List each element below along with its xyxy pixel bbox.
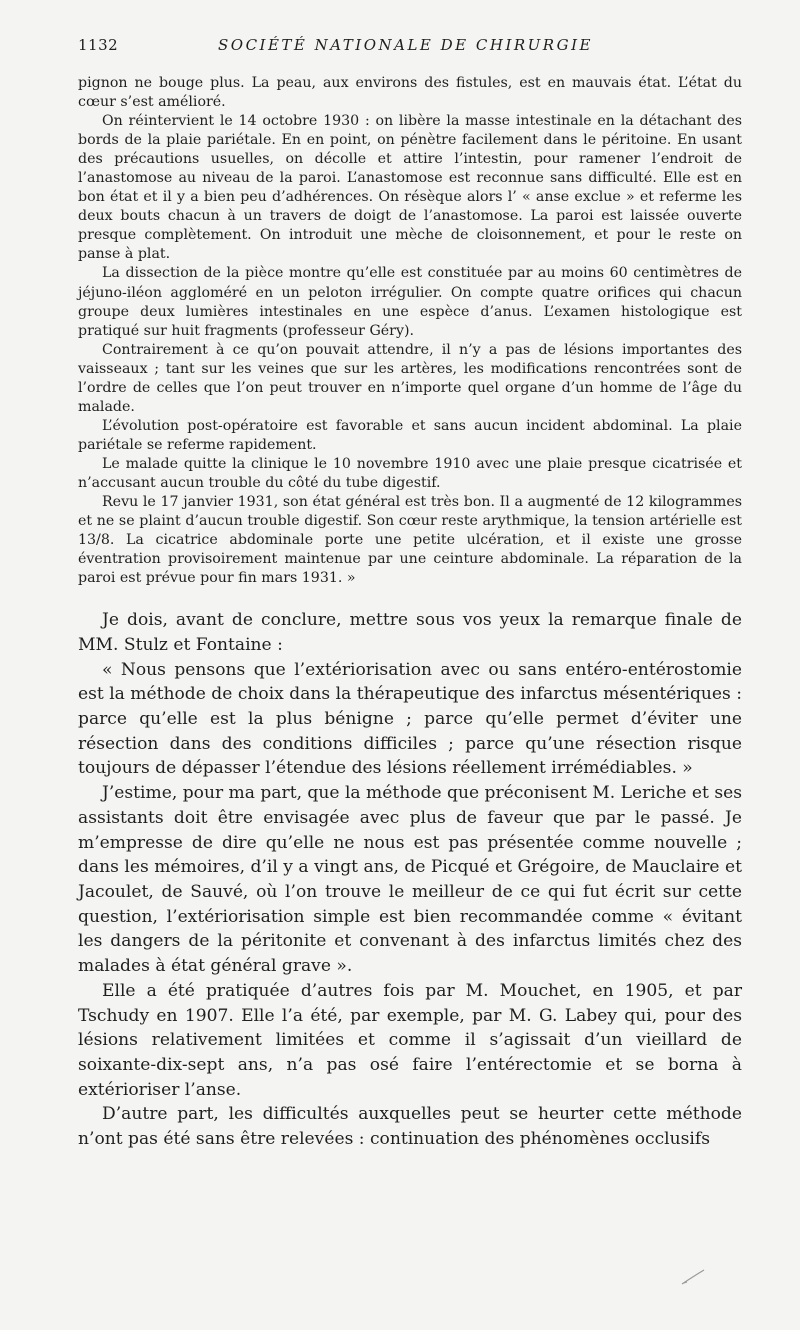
body-paragraph: D’autre part, les difficultés auxquelles peut se heurter cette méthode n’ont pas été sans être relevées : continuation des phénomènes occlusifs	[78, 1104, 742, 1150]
body-paragraph: Elle a été pratiquée d’autres fois par M. Mouchet, en 1905, et par Tschudy en 1907. Elle l’a été, par exemple, par M. G. Labey qui, pour des lésions relativement limitées et comme il s’agissait d’un vieillard de soixante-dix-sept ans, n’a pas osé faire l’entérectomie et se borna à extérioriser l’anse.	[78, 980, 742, 1100]
page-number: 1132	[78, 36, 119, 54]
page-header	[78, 36, 742, 58]
body-paragraph: « Nous pensons que l’extériorisation avec ou sans entéro-entérostomie est la méthode de choix dans la thérapeutique des infarctus mésentériques : parce qu’elle est la plus bénigne ; parce qu’elle permet d’éviter une résection dans des conditions difficiles ; parce qu’une résection risque toujours de dépasser l’étendue des lésions réellement irrémédiables. »	[78, 659, 742, 779]
main-text	[78, 608, 742, 1151]
quote-paragraph: On réintervient le 14 octobre 1930 : on libère la masse intestinale en la détachant des bords de la plaie pariétale. En en point, on pénètre facilement dans le péritoine. En usant des précautions usuelles, on décolle et attire l’intestin, pour ramener l’endroit de l’anastomose au niveau de la paroi. L’anastomose est reconnue sans difficulté. Elle est en bon état et il y a bien peu d’adhérences. On résèque alors l’ « anse exclue » et referme les deux bouts chacun à un travers de doigt de l’anastomose. La paroi est laissée ouverte presque complètement. On introduit une mèche de cloisonnement, et pour le reste on panse à plat.	[78, 113, 742, 263]
quote-paragraph: Le malade quitte la clinique le 10 novembre 1910 avec une plaie presque cicatrisée et n’accusant aucun trouble du côté du tube digestif.	[78, 455, 742, 491]
stray-pencil-mark	[680, 1268, 706, 1286]
document-page	[78, 36, 742, 1152]
body-paragraph: Je dois, avant de conclure, mettre sous vos yeux la remarque finale de MM. Stulz et Fontaine :	[78, 610, 742, 655]
quote-paragraph: pignon ne bouge plus. La peau, aux environs des fistules, est en mauvais état. L’état du cœur s’est amélioré.	[78, 75, 742, 111]
quote-paragraph: Revu le 17 janvier 1931, son état général est très bon. Il a augmenté de 12 kilogrammes et ne se plaint d’aucun trouble digestif. Son cœur reste arythmique, la tension artérielle est 13/8. La cicatrice abdominale porte une petite ulcération, et il existe une grosse éventration provisoirement maintenue par une ceinture abdominale. La réparation de la paroi est prévue pour fin mars 1931. »	[78, 494, 742, 587]
quote-paragraph: L’évolution post-opératoire est favorable et sans aucun incident abdominal. La plaie pariétale se referme rapidement.	[78, 417, 742, 453]
case-report-quote	[78, 74, 742, 588]
body-paragraph: J’estime, pour ma part, que la méthode que préconisent M. Leriche et ses assistants doit être envisagée avec plus de faveur que par le passé. Je m’empresse de dire qu’elle ne nous est pas présentée comme nouvelle ; dans les mémoires, d’il y a vingt ans, de Picqué et Grégoire, de Mauclaire et Jacoulet, de Sauvé, où l’on trouve le meilleur de ce qui fut écrit sur cette question, l’extériorisation simple est bien recommandée comme « évitant les dangers de la péritonite et convenant à des infarctus limités chez des malades à état général grave ».	[78, 783, 742, 977]
quote-paragraph: La dissection de la pièce montre qu’elle est constituée par au moins 60 centimètres de jéjuno-iléon aggloméré en un peloton irrégulier. On compte quatre orifices qui chacun groupe deux lumières intestinales en une espèce d’anus. L’examen histologique est pratiqué sur huit fragments (professeur Géry).	[78, 265, 742, 339]
quote-paragraph: Contrairement à ce qu’on pouvait attendre, il n’y a pas de lésions importantes des vaisseaux ; tant sur les veines que sur les artères, les modifications rencontrées sont de l’ordre de celles que l’on peut trouver en n’importe quel organe d’un homme de l’âge du malade.	[78, 341, 742, 415]
running-head: SOCIÉTÉ NATIONALE DE CHIRURGIE	[218, 36, 593, 54]
